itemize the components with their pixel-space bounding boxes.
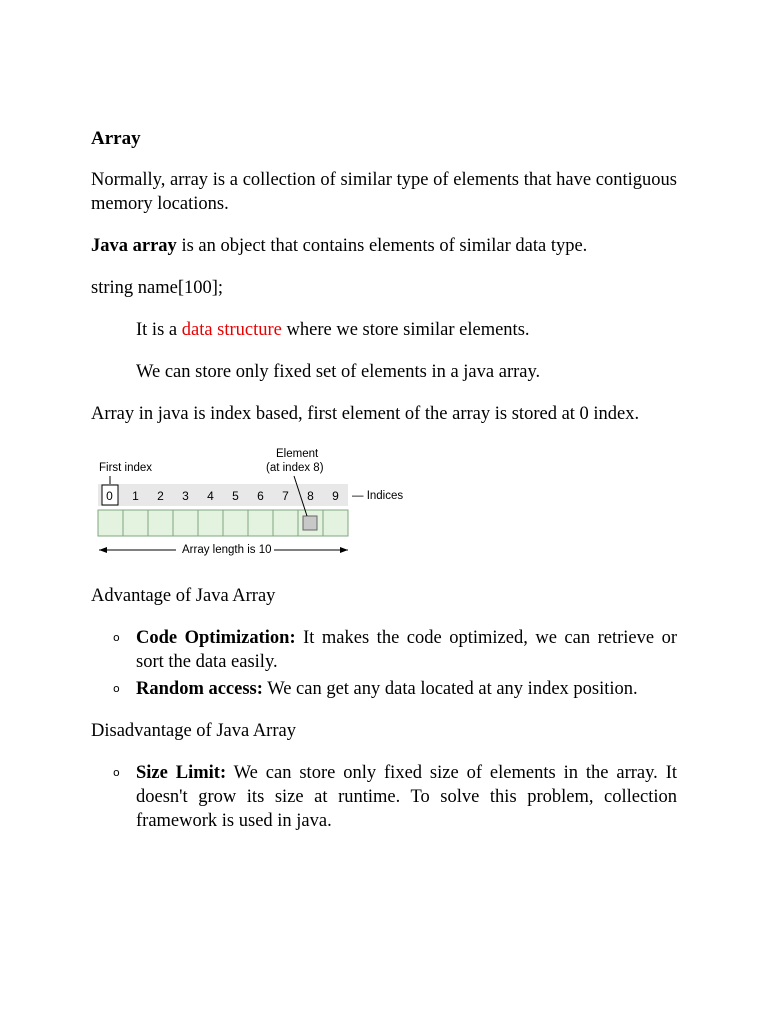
bullet-icon: o [113, 682, 120, 695]
disadvantage-list [91, 761, 677, 833]
array-cell [173, 510, 198, 536]
array-cell [123, 510, 148, 536]
index-label: 1 [132, 489, 139, 503]
index-label: 9 [332, 489, 339, 503]
data-structure-paragraph [136, 318, 677, 342]
intro-paragraph: Normally, array is a collection of similar type of elements that have contiguous memory locations. [91, 170, 677, 214]
arrowhead-right-icon [340, 547, 348, 553]
data-structure-highlight: data structure [181, 320, 282, 340]
array-cell [148, 510, 173, 536]
array-cell [198, 510, 223, 536]
array-cell [323, 510, 348, 536]
list-item [91, 677, 677, 701]
item-text: We can get any data located at any index position. [262, 679, 638, 699]
section-title: Array [91, 128, 141, 149]
array-cell [223, 510, 248, 536]
first-index-label: First index [99, 462, 153, 474]
advantage-heading: Advantage of Java Array [91, 586, 276, 606]
item-text: It makes the code optimized, we can retrieve or sort the data easily. [136, 628, 677, 672]
advantage-list [91, 626, 677, 701]
index-label: 4 [207, 489, 214, 503]
code-example: string name[100]; [91, 278, 224, 298]
item-term: Size Limit: [136, 763, 227, 783]
index-label: 3 [182, 489, 189, 503]
list-item [91, 761, 677, 833]
list-item [91, 626, 677, 674]
java-array-term: Java array [91, 236, 177, 256]
element-marker [303, 516, 317, 530]
array-cell [98, 510, 123, 536]
item-text: We can store only fixed size of elements in the array. It doesn't grow its size at runtime. To solve this problem, collection framework is used in java. [136, 763, 677, 831]
item-term: Random access: [136, 679, 263, 699]
element-label-line2: (at index 8) [266, 462, 324, 474]
bullet-icon: o [113, 631, 120, 644]
text-before: It is a [136, 320, 182, 340]
item-term: Code Optimization: [136, 628, 296, 648]
index-label: 0 [106, 489, 113, 503]
array-diagram [96, 446, 416, 564]
disadvantage-heading: Disadvantage of Java Array [91, 721, 296, 741]
arrowhead-left-icon [99, 547, 107, 553]
indices-label: — Indices [352, 490, 404, 502]
index-based-paragraph: Array in java is index based, first element of the array is stored at 0 index. [91, 404, 640, 424]
fixed-set-paragraph: We can store only fixed set of elements in a java array. [136, 362, 541, 382]
text-after: where we store similar elements. [281, 320, 530, 340]
java-array-definition: is an object that contains elements of similar data type. [176, 236, 588, 256]
array-cells [98, 510, 348, 536]
array-cell [248, 510, 273, 536]
element-label-line1: Element [276, 448, 319, 460]
index-label: 2 [157, 489, 164, 503]
bullet-icon: o [113, 766, 120, 779]
index-label: 5 [232, 489, 239, 503]
array-cell [273, 510, 298, 536]
java-array-paragraph [91, 234, 677, 258]
index-label: 8 [307, 489, 314, 503]
index-label: 7 [282, 489, 289, 503]
index-label: 6 [257, 489, 264, 503]
array-length-label: Array length is 10 [182, 544, 272, 556]
